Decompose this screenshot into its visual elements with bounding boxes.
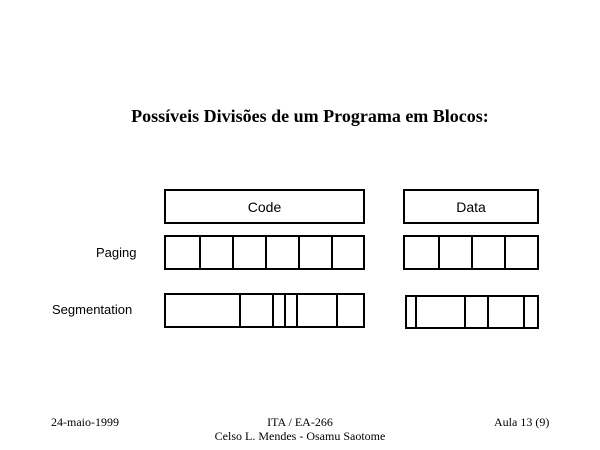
segmentation-label: Segmentation xyxy=(52,302,133,317)
data-block xyxy=(403,189,539,224)
page-cell xyxy=(405,237,440,268)
data-label: Data xyxy=(456,198,486,215)
segmentation-code-block xyxy=(164,293,365,328)
page-cell xyxy=(232,237,267,268)
code-label: Code xyxy=(247,198,282,215)
footer-course: ITA / EA-266 xyxy=(267,415,333,429)
slide-title: Possíveis Divisões de um Programa em Blocos: xyxy=(131,106,489,126)
page-cell xyxy=(471,237,506,268)
page-cell xyxy=(298,237,333,268)
paging-code-block xyxy=(164,235,365,270)
page-cell xyxy=(438,237,473,268)
segment-cell xyxy=(239,295,274,326)
paging-label: Paging xyxy=(96,245,137,260)
segment-cell xyxy=(464,297,489,327)
footer-slide-number: Aula 13 (9) xyxy=(494,415,550,429)
page-cell xyxy=(199,237,234,268)
page-cell xyxy=(265,237,300,268)
segment-cell xyxy=(487,297,525,327)
footer-authors: Celso L. Mendes - Osamu Saotome xyxy=(214,429,386,443)
paging-data-block xyxy=(403,235,539,270)
footer-date: 24-maio-1999 xyxy=(51,415,119,429)
segment-cell xyxy=(296,295,338,326)
code-block xyxy=(164,189,365,224)
segmentation-data-block xyxy=(405,295,539,329)
page-cell xyxy=(166,237,201,268)
segment-cell xyxy=(166,295,241,326)
segment-cell xyxy=(415,297,466,327)
